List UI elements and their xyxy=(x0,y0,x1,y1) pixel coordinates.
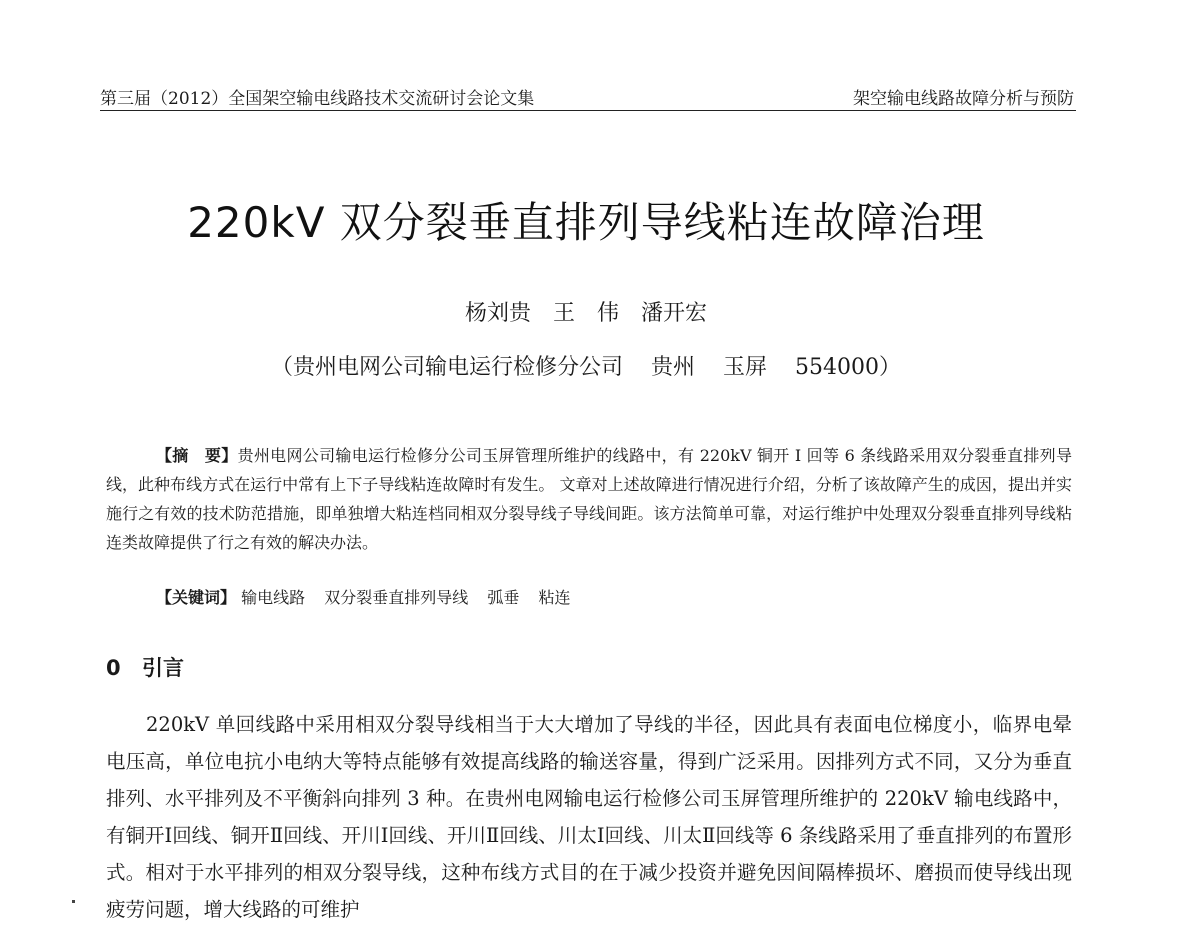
header-proceedings-title: 第三届（2012）全国架空输电线路技术交流研讨会论文集 xyxy=(100,89,535,109)
section-title: 引言 xyxy=(142,656,184,680)
header-section-title: 架空输电线路故障分析与预防 xyxy=(853,89,1074,109)
abstract xyxy=(106,441,1072,557)
affiliation-city: 玉屏 xyxy=(723,355,768,380)
section-heading xyxy=(106,652,184,682)
keyword: 双分裂垂直排列导线 xyxy=(324,588,469,607)
keywords-label: 【关键词】 xyxy=(156,588,237,607)
author-name: 潘开宏 xyxy=(641,301,708,326)
section-number: 0 xyxy=(106,656,121,680)
author-name: 杨刘贵 xyxy=(464,301,531,326)
author-affiliation xyxy=(0,350,1172,381)
abstract-label: 【摘 要】 xyxy=(156,446,238,465)
keyword: 粘连 xyxy=(538,588,571,607)
abstract-text: 贵州电网公司输电运行检修分公司玉屏管理所维护的线路中，有 220kV 铜开 I 回等 6 条线路采用双分裂垂直排列导线，此种布线方式在运行中常有上下子导线粘连故障时有发生。 文章对上述故障进行情况进行介绍，分析了该故障产生的成因，提出并实施行之有效的技术防范措施，即单独增大粘连档同相双分裂导线子导线间距。该方法简单可靠，对运行维护中处理双分裂垂直排列导线粘连类故障提供了行之有效的解决办法。 xyxy=(106,446,1072,552)
keywords xyxy=(156,585,584,608)
keyword: 输电线路 xyxy=(241,588,306,607)
keyword: 弧垂 xyxy=(487,588,520,607)
paper-title: 220kV 双分裂垂直排列导线粘连故障治理 xyxy=(187,198,985,247)
affiliation-province: 贵州 xyxy=(651,355,696,380)
affiliation-postcode: 554000） xyxy=(795,355,902,380)
body-paragraph: 220kV 单回线路中采用相双分裂导线相当于大大增加了导线的半径，因此具有表面电位梯度小，临界电晕电压高，单位电抗小电纳大等特点能够有效提高线路的输送容量，得到广泛采用。因排列方式不同，又分为垂直排列、水平排列及不平衡斜向排列 3 种。在贵州电网输电运行检修公司玉屏管理所维护的 220kV 输电线路中，有铜开Ⅰ回线、铜开Ⅱ回线、开川Ⅰ回线、开川Ⅱ回线、川太Ⅰ回线、川太Ⅱ回线等 6 条线路采用了垂直排列的布置形式。相对于水平排列的相双分裂导线，这种布线方式目的在于减少投资并避免因间隔棒损坏、磨损而使导线出现疲劳问题，增大线路的可维护 xyxy=(106,713,1072,921)
author-list xyxy=(0,296,1172,327)
body-text xyxy=(106,706,1072,928)
scan-speck xyxy=(72,900,75,903)
author-name: 王 伟 xyxy=(552,301,619,326)
running-header xyxy=(100,84,1076,111)
affiliation-org: （贵州电网公司输电运行检修分公司 xyxy=(270,355,623,380)
